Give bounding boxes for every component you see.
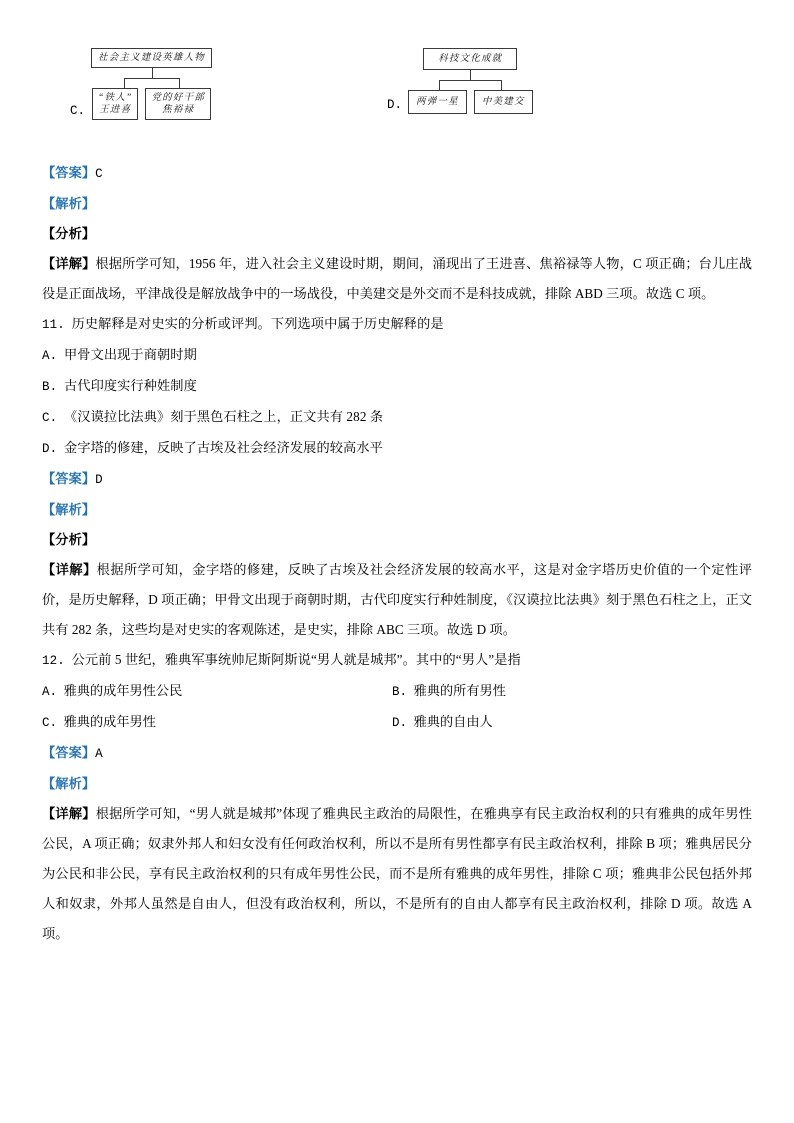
question-12-options-row-1	[42, 676, 752, 707]
tree-c-child-1	[92, 88, 138, 120]
tree-c-connector	[91, 68, 212, 88]
tree-c-child-1-line-1: “铁人”	[98, 93, 133, 103]
detail-paragraph-q10	[42, 249, 752, 309]
answer-value: D	[95, 473, 103, 487]
question-11-stem-line	[42, 309, 752, 340]
option-d-label: D.	[392, 716, 408, 730]
answer-tag: 【答案】	[42, 165, 96, 180]
answer-tag: 【答案】	[42, 471, 96, 486]
jiexi-line-q11	[42, 495, 752, 525]
question-11-option-a[interactable]	[42, 340, 752, 371]
fenxi-line-q11	[42, 525, 752, 555]
connector-bar	[124, 78, 180, 79]
fenxi-line-q10	[42, 219, 752, 249]
jiexi-tag: 【解析】	[42, 776, 96, 791]
option-b-label: B.	[42, 380, 58, 394]
option-a-text: 甲骨文出现于商朝时期	[64, 347, 197, 362]
option-d-label: D.	[387, 98, 403, 112]
option-c-label: C.	[42, 411, 58, 425]
tree-c-root-node: 社会主义建设英雄人物	[91, 48, 212, 68]
tree-d-root-node: 科技文化成就	[423, 48, 517, 70]
tree-c-children	[91, 88, 212, 120]
connector-bar	[439, 80, 501, 81]
question-11-number: 11.	[42, 318, 65, 332]
option-a-text: 雅典的成年男性公民	[63, 683, 183, 698]
question-11-option-d[interactable]	[42, 433, 752, 464]
tree-d-root-row	[408, 48, 533, 70]
connector-drop-left	[124, 78, 125, 88]
question-12-stem: 公元前 5 世纪，雅典军事统帅尼斯阿斯说“男人就是城邦”。其中的“男人”是指	[71, 652, 521, 667]
option-c-label: C.	[70, 104, 86, 118]
option-b-text: 古代印度实行种姓制度	[64, 378, 197, 393]
option-d-text: 金字塔的修建，反映了古埃及社会经济发展的较高水平	[64, 440, 383, 455]
option-b-label: B.	[392, 685, 408, 699]
fenxi-tag: 【分析】	[42, 226, 96, 241]
jiexi-tag: 【解析】	[42, 196, 96, 211]
option-d-diagram	[387, 48, 533, 114]
detail-tag: 【详解】	[42, 256, 96, 271]
option-a-label: A.	[42, 685, 58, 699]
detail-tag: 【详解】	[42, 562, 97, 577]
option-c-label: C.	[42, 716, 58, 730]
fenxi-tag: 【分析】	[42, 532, 96, 547]
answer-line-q12	[42, 738, 752, 769]
option-d-label: D.	[42, 442, 58, 456]
question-11-stem: 历史解释是对史实的分析或评判。下列选项中属于历史解释的是	[71, 316, 444, 331]
option-c-diagram	[70, 48, 212, 120]
tree-c-child-1-line-2: 王进喜	[99, 105, 132, 115]
jiexi-line-q10	[42, 189, 752, 219]
detail-tag: 【详解】	[42, 806, 96, 821]
option-c-text: 雅典的成年男性	[63, 714, 156, 729]
option-a-label: A.	[42, 349, 58, 363]
option-c-text: 《汉谟拉比法典》刻于黑色石柱之上，正文共有 282 条	[64, 409, 384, 424]
question-12-option-a[interactable]	[42, 676, 392, 707]
connector-stem	[152, 68, 153, 78]
question-11-option-c[interactable]	[42, 402, 752, 433]
tree-d-connector	[408, 70, 533, 90]
connector-drop-left	[439, 80, 440, 90]
tree-c	[91, 48, 212, 120]
tree-c-child-2-line-1: 党的好干部	[151, 93, 205, 103]
option-b-text: 雅典的所有男性	[413, 683, 506, 698]
tree-d-children	[408, 90, 533, 114]
question-12-option-b[interactable]	[392, 676, 752, 707]
tree-d-child-1: 两弹一星	[408, 90, 467, 114]
detail-paragraph-q12	[42, 799, 752, 949]
connector-stem	[470, 70, 471, 80]
answer-line-q10	[42, 158, 752, 189]
tree-c-root-row	[91, 48, 212, 68]
answer-tag: 【答案】	[42, 745, 96, 760]
detail-text: 根据所学可知，“男人就是城邦”体现了雅典民主政治的局限性，在雅典享有民主政治权利的只有雅典的成年男性公民，A 项正确；奴隶外邦人和妇女没有任何政治权利，所以不是所有男性都享有民主政治权利，排除 B 项；雅典居民分为公民和非公民，享有民主政治权利的只有成年男性公民，而不是所有雅典的成年男性，排除 C 项；雅典非公民包括外邦人和奴隶，外邦人虽然是自由人，但没有政治权利，所以，不是所有的自由人都享有民主政治权利，排除 D 项。故选 A 项。	[42, 806, 753, 941]
question-12-option-d[interactable]	[392, 707, 752, 738]
question-12-stem-line	[42, 645, 752, 676]
answer-value: C	[95, 167, 103, 181]
answer-line-q11	[42, 464, 752, 495]
connector-drop-right	[179, 78, 180, 88]
answer-value: A	[95, 747, 103, 761]
question-12-option-c[interactable]	[42, 707, 392, 738]
question-11-option-b[interactable]	[42, 371, 752, 402]
tree-d-child-2: 中美建交	[474, 90, 533, 114]
connector-drop-right	[501, 80, 502, 90]
detail-text: 根据所学可知，1956 年，进入社会主义建设时期，期间，涌现出了王进喜、焦裕禄等人物，C 项正确；台儿庄战役是正面战场，平津战役是解放战争中的一场战役，中美建交是外交而不是科技成就，排除 ABD 三项。故选 C 项。	[42, 256, 752, 301]
tree-d	[408, 48, 533, 114]
jiexi-tag: 【解析】	[42, 502, 96, 517]
question-12-options-row-2	[42, 707, 752, 738]
detail-paragraph-q11	[42, 555, 752, 645]
diagram-options-row	[42, 48, 752, 158]
tree-c-child-2-line-2: 焦裕禄	[162, 105, 195, 115]
tree-c-child-2	[145, 88, 211, 120]
detail-text: 根据所学可知，金字塔的修建，反映了古埃及社会经济发展的较高水平，这是对金字塔历史价值的一个定性评价，是历史解释，D 项正确；甲骨文出现于商朝时期，古代印度实行种姓制度，《汉谟拉比法典》刻于黑色石柱之上，正文共有 282 条，这些均是对史实的客观陈述，是史实，排除 ABC 三项。故选 D 项。	[42, 562, 752, 637]
jiexi-line-q12	[42, 769, 752, 799]
option-d-text: 雅典的自由人	[413, 714, 493, 729]
question-12-number: 12.	[42, 654, 65, 668]
